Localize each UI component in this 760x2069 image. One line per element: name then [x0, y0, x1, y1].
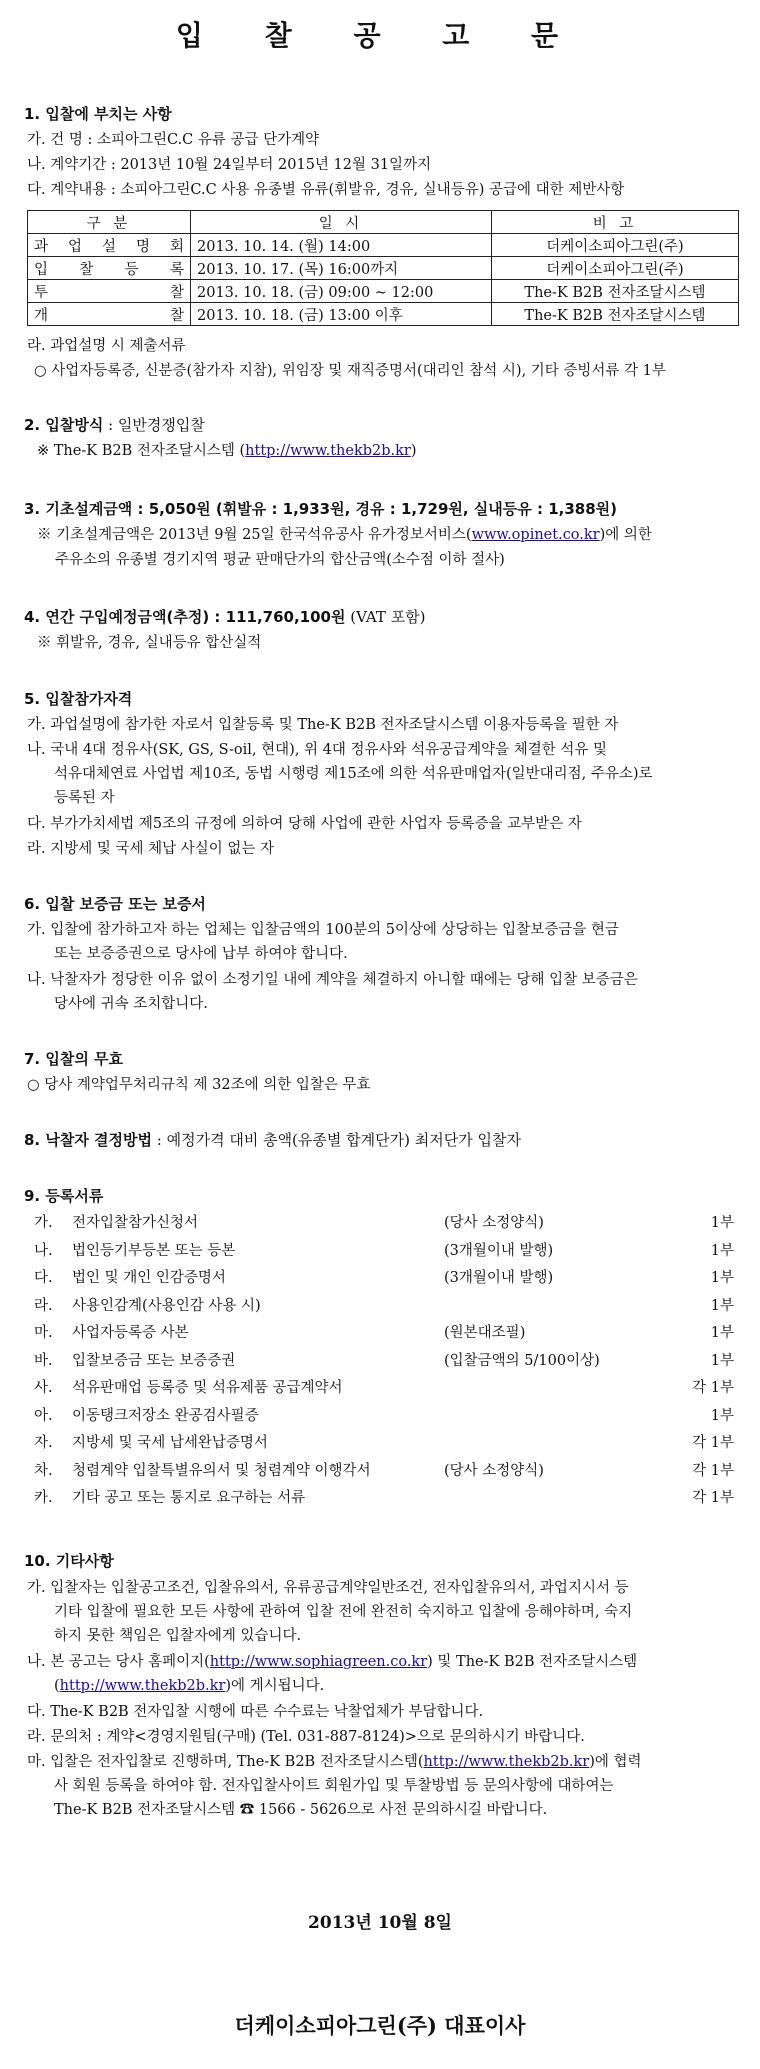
schedule-table — [27, 210, 739, 326]
section-10-item-b-1 — [27, 1650, 637, 1671]
table-row — [28, 257, 739, 280]
schedule-cell-remarks: 더케이소피아그린(주) — [492, 257, 739, 280]
schedule-cell-category: 개 찰 — [28, 303, 191, 326]
section-2-heading: 2. 입찰방식 — [24, 416, 104, 434]
doc-item-name: 법인등기부등본 또는 등본 — [72, 1242, 236, 1259]
doc-item-quantity: 1부 — [710, 1242, 734, 1259]
doc-item-name: 사업자등록증 사본 — [72, 1325, 189, 1341]
section-4-note: ※ 휘발유, 경유, 실내등유 합산실적 — [37, 635, 262, 651]
schedule-header-category: 구 분 — [28, 211, 191, 234]
doc-item-remark: (3개월이내 발행) — [444, 1270, 554, 1286]
section-8-heading-value: : 예정가격 대비 총액(유종별 합계단가) 최저단가 입찰자 — [152, 1131, 521, 1149]
doc-item-remark: (입찰금액의 5/100이상) — [444, 1352, 600, 1369]
section-10-item-e-1 — [27, 1750, 642, 1771]
thekb2b-link[interactable]: http://www.thekb2b.kr — [423, 1754, 590, 1770]
document-title: 입 찰 공 고 문 — [175, 19, 585, 52]
list-item — [34, 1266, 734, 1286]
section-10-item-d: 라. 문의처 : 계약<경영지원팀(구매) (Tel. 031-887-8124)>으로 문의하시기 바랍니다. — [27, 1729, 585, 1745]
doc-item-name: 석유판매업 등록증 및 석유제품 공급계약서 — [72, 1380, 343, 1396]
section-6-item-a-2: 또는 보증증권으로 당사에 납부 하여야 합니다. — [54, 946, 348, 962]
list-item — [34, 1349, 734, 1369]
schedule-header-remarks: 비 고 — [492, 211, 739, 234]
notice-date: 2013년 10월 8일 — [308, 1913, 452, 1933]
doc-item-quantity: 각 1부 — [692, 1435, 734, 1451]
schedule-cell-remarks: 더케이소피아그린(주) — [492, 234, 739, 257]
doc-item-quantity: 1부 — [710, 1352, 734, 1369]
section-6-item-a-1: 가. 입찰에 참가하고자 하는 업체는 입찰금액의 100분의 5이상에 상당하는 입찰보증금을 현금 — [27, 922, 619, 938]
schedule-header-datetime: 일 시 — [191, 211, 492, 234]
doc-item-name: 사용인감계(사용인감 사용 시) — [72, 1297, 261, 1314]
list-item — [34, 1486, 734, 1506]
doc-item-key: 가. — [34, 1215, 53, 1231]
section-10-item-e-3: The-K B2B 전자조달시스템 ☎ 1566 - 5626으로 사전 문의하시길 바랍니다. — [54, 1802, 548, 1818]
doc-item-quantity: 1부 — [710, 1297, 734, 1314]
doc-item-name: 입찰보증금 또는 보증증권 — [72, 1352, 236, 1369]
section-10-item-e-text: 마. 입찰은 전자입찰로 진행하며, The-K B2B 전자조달시스템( — [27, 1754, 424, 1770]
schedule-cell-category: 과 업 설 명 회 — [28, 234, 191, 257]
section-4-heading-value: (VAT 포함) — [345, 608, 426, 626]
doc-item-name: 전자입찰참가신청서 — [72, 1215, 199, 1231]
section-10-item-a-1: 가. 입찰자는 입찰공고조건, 입찰유의서, 유류공급계약일반조건, 전자입찰유의서, 과업지시서 등 — [27, 1580, 629, 1596]
doc-item-name: 이동탱크저장소 완공검사필증 — [72, 1407, 259, 1424]
list-item — [34, 1459, 734, 1479]
section-10-item-a-2: 기타 입찰에 필요한 모든 사항에 관하여 입찰 전에 완전히 숙지하고 입찰에 응해야하며, 숙지 — [54, 1604, 633, 1620]
section-4-heading-line — [24, 606, 426, 627]
section-5-item-b-3: 등록된 자 — [54, 790, 115, 806]
section-10-heading: 10. 기타사항 — [24, 1552, 114, 1570]
doc-item-key: 나. — [34, 1242, 53, 1259]
section-5-heading: 5. 입찰참가자격 — [24, 690, 133, 708]
section-5-item-b-2: 석유대체연료 사업법 제10조, 동법 시행령 제15조에 의한 석유판매업자(일반대리점, 주유소)로 — [54, 766, 653, 782]
table-row — [28, 303, 739, 326]
list-item — [34, 1239, 734, 1259]
doc-item-key: 마. — [34, 1325, 53, 1341]
section-3-heading: 3. 기초설계금액 : 5,050원 (휘발유 : 1,933원, 경유 : 1,729원, 실내등유 : 1,388원) — [24, 500, 617, 518]
list-item — [34, 1404, 734, 1424]
doc-item-quantity: 각 1부 — [692, 1490, 734, 1506]
section-1-item-c: 다. 계약내용 : 소피아그린C.C 사용 유종별 유류(휘발유, 경유, 실내등유) 공급에 대한 제반사항 — [27, 182, 625, 198]
doc-item-name: 법인 및 개인 인감증명서 — [72, 1270, 226, 1286]
doc-item-key: 차. — [34, 1462, 53, 1479]
section-1-item-d-detail: ○ 사업자등록증, 신분증(참가자 지참), 위임장 및 재직증명서(대리인 참석 시), 기타 증빙서류 각 1부 — [34, 363, 666, 379]
section-3-note-line-1 — [37, 523, 652, 544]
section-1-item-d: 라. 과업설명 시 제출서류 — [27, 338, 186, 354]
doc-item-remark: (당사 소정양식) — [444, 1215, 544, 1231]
doc-item-quantity: 1부 — [710, 1215, 734, 1231]
thekb2b-link[interactable]: http://www.thekb2b.kr — [245, 443, 411, 459]
schedule-cell-category: 입 찰 등 록 — [28, 257, 191, 280]
section-3-note-text: ※ 기초설계금액은 2013년 9월 25일 한국석유공사 유가정보서비스( — [37, 527, 472, 543]
doc-item-quantity: 1부 — [710, 1325, 734, 1341]
table-row — [28, 234, 739, 257]
section-10-item-b-text: 나. 본 공고는 당사 홈페이지( — [27, 1654, 210, 1670]
section-2-note-text: ※ The-K B2B 전자조달시스템 ( — [37, 443, 246, 459]
schedule-cell-datetime: 2013. 10. 17. (목) 16:00까지 — [191, 257, 492, 280]
doc-item-key: 자. — [34, 1435, 53, 1451]
doc-item-quantity: 1부 — [710, 1270, 734, 1286]
section-2-heading-value: : 일반경쟁입찰 — [103, 416, 205, 434]
doc-item-name: 기타 공고 또는 통지로 요구하는 서류 — [72, 1490, 306, 1506]
doc-item-key: 아. — [34, 1407, 53, 1424]
opinet-link[interactable]: www.opinet.co.kr — [471, 527, 600, 543]
company-signature: 더케이소피아그린(주) 대표이사 — [234, 2013, 526, 2038]
section-5-item-c: 다. 부가가치세법 제5조의 규정에 의하여 당해 사업에 관한 사업자 등록증을 교부받은 자 — [27, 816, 582, 832]
schedule-cell-remarks: The-K B2B 전자조달시스템 — [492, 303, 739, 326]
section-2-note — [37, 439, 417, 460]
doc-item-remark: (원본대조필) — [444, 1325, 526, 1341]
doc-item-key: 카. — [34, 1490, 53, 1506]
section-10-item-e-2: 사 회원 등록을 하여야 함. 전자입찰사이트 회원가입 및 투찰방법 등 문의사항에 대하여는 — [54, 1778, 614, 1794]
list-item — [34, 1321, 734, 1341]
section-10-item-b2-end: )에 게시됩니다. — [225, 1678, 325, 1694]
section-8-heading: 8. 낙찰자 결정방법 — [24, 1131, 153, 1149]
section-1-heading: 1. 입찰에 부치는 사항 — [24, 105, 172, 123]
section-5-item-d: 라. 지방세 및 국세 체납 사실이 없는 자 — [27, 841, 274, 857]
list-item — [34, 1211, 734, 1231]
section-10-item-b2-text: ( — [54, 1678, 60, 1694]
schedule-cell-remarks: The-K B2B 전자조달시스템 — [492, 280, 739, 303]
section-5-item-b-1: 나. 국내 4대 정유사(SK, GS, S-oil, 현대), 위 4대 정유사와 석유공급계약을 체결한 석유 및 — [27, 742, 608, 758]
section-8-heading-line — [24, 1129, 521, 1150]
section-5-item-a: 가. 과업설명에 참가한 자로서 입찰등록 및 The-K B2B 전자조달시스템 이용자등록을 필한 자 — [27, 717, 619, 733]
schedule-cell-datetime: 2013. 10. 18. (금) 09:00 ~ 12:00 — [191, 280, 492, 303]
doc-item-remark: (3개월이내 발행) — [444, 1242, 554, 1259]
section-10-item-b-2 — [54, 1674, 324, 1695]
doc-item-quantity: 1부 — [710, 1407, 734, 1424]
schedule-cell-datetime: 2013. 10. 14. (월) 14:00 — [191, 234, 492, 257]
list-item — [34, 1431, 734, 1451]
section-10-item-e-end: )에 협력 — [589, 1754, 642, 1770]
section-6-item-b-2: 당사에 귀속 조치합니다. — [54, 996, 208, 1012]
section-1-item-a: 가. 건 명 : 소피아그린C.C 유류 공급 단가계약 — [27, 132, 320, 148]
section-10-item-b-end: ) 및 The-K B2B 전자조달시스템 — [427, 1654, 638, 1670]
section-4-heading: 4. 연간 구입예정금액(추정) : 111,760,100원 — [24, 608, 346, 626]
schedule-header-row — [28, 211, 739, 234]
schedule-cell-datetime: 2013. 10. 18. (금) 13:00 이후 — [191, 303, 492, 326]
section-6-heading: 6. 입찰 보증금 또는 보증서 — [24, 895, 206, 913]
section-7-heading: 7. 입찰의 무효 — [24, 1050, 124, 1068]
doc-item-key: 사. — [34, 1380, 53, 1396]
section-10-item-c: 다. The-K B2B 전자입찰 시행에 따른 수수료는 낙찰업체가 부담합니다. — [27, 1704, 484, 1720]
doc-item-key: 다. — [34, 1270, 53, 1286]
section-3-note-end: )에 의한 — [599, 527, 652, 543]
schedule-cell-category: 투 찰 — [28, 280, 191, 303]
section-6-item-b-1: 나. 낙찰자가 정당한 이유 없이 소정기일 내에 계약을 체결하지 아니할 때에는 당해 입찰 보증금은 — [27, 972, 638, 988]
doc-item-quantity: 각 1부 — [692, 1462, 734, 1479]
doc-item-key: 라. — [34, 1297, 53, 1314]
list-item — [34, 1294, 734, 1314]
list-item — [34, 1376, 734, 1396]
doc-item-remark: (당사 소정양식) — [444, 1462, 544, 1479]
section-7-item-a: ○ 당사 계약업무처리규칙 제 32조에 의한 입찰은 무효 — [27, 1077, 371, 1093]
thekb2b-link[interactable]: http://www.thekb2b.kr — [59, 1678, 226, 1694]
section-2-note-end: ) — [410, 443, 417, 459]
section-2-heading-line — [24, 414, 205, 435]
section-1-item-b: 나. 계약기간 : 2013년 10월 24일부터 2015년 12월 31일까지 — [27, 157, 432, 173]
doc-item-quantity: 각 1부 — [692, 1380, 734, 1396]
doc-item-name: 청렴계약 입찰특별유의서 및 청렴계약 이행각서 — [72, 1462, 371, 1479]
section-9-heading: 9. 등록서류 — [24, 1187, 104, 1205]
table-row — [28, 280, 739, 303]
section-3-note-line-2: 주유소의 유종별 경기지역 평균 판매단가의 합산금액(소수점 이하 절사) — [55, 552, 505, 568]
doc-item-key: 바. — [34, 1352, 53, 1369]
section-10-item-a-3: 하지 못한 책임은 입찰자에게 있습니다. — [54, 1628, 302, 1644]
sophiagreen-link[interactable]: http://www.sophiagreen.co.kr — [209, 1654, 428, 1670]
doc-item-name: 지방세 및 국세 납세완납증명서 — [72, 1435, 268, 1451]
